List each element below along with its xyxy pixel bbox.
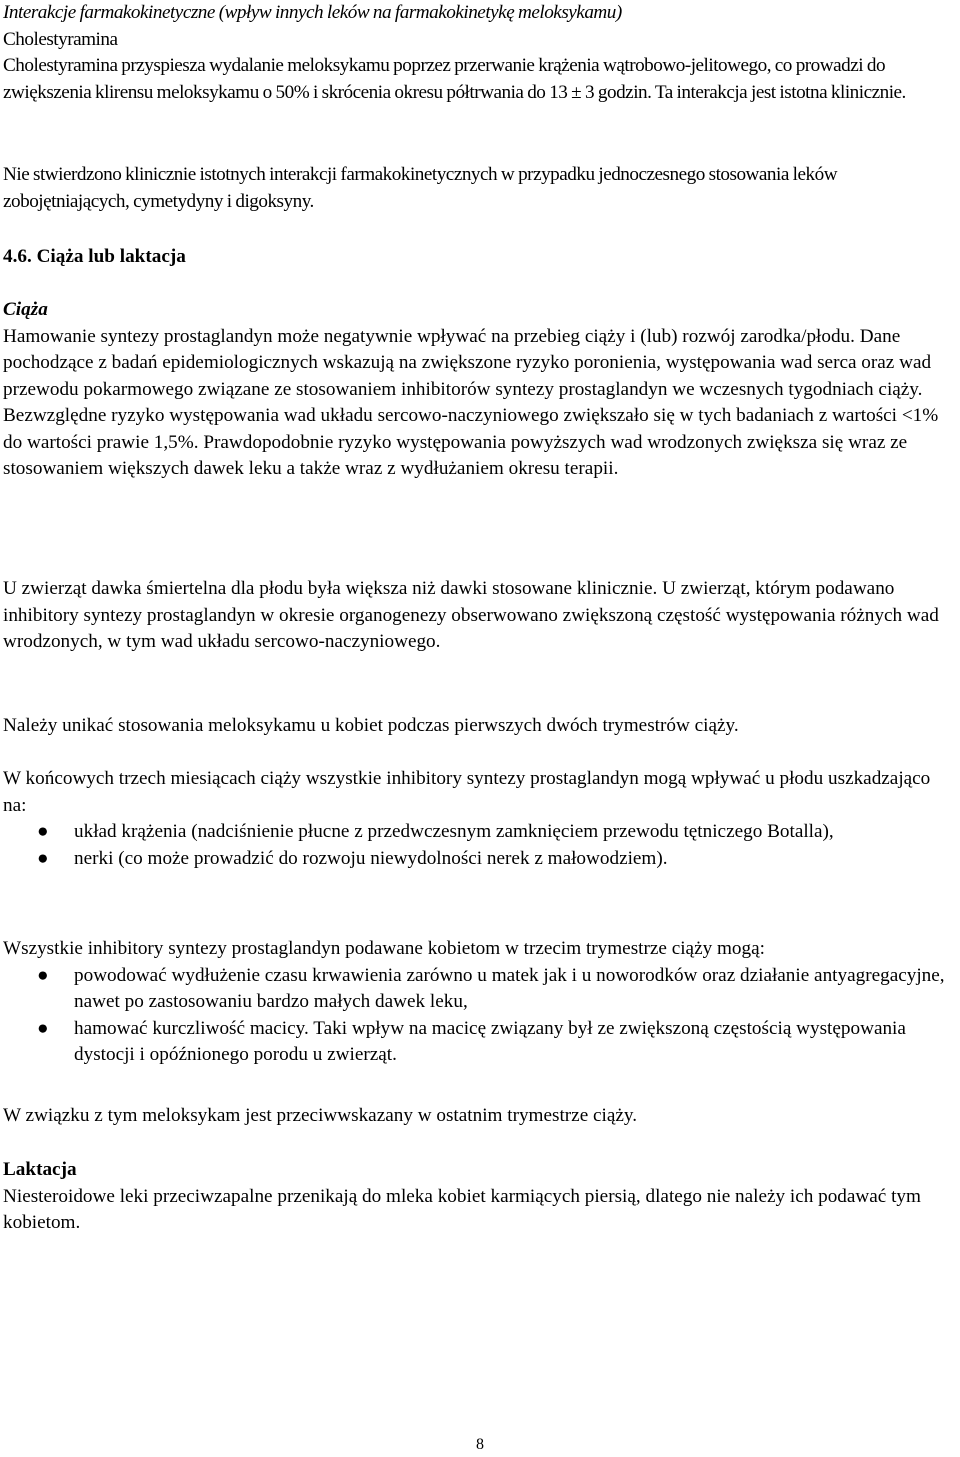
interactions-section: [3, 0, 958, 106]
paragraph-avoid-use: Należy unikać stosowania meloksykamu u kobiet podczas pierwszych dwóch trymestrów ciąży.: [3, 715, 739, 736]
bullet-icon: ●: [37, 1017, 49, 1039]
bullet-icon: ●: [37, 964, 49, 986]
paragraph-cholestyramine: Cholestyramina przyspiesza wydalanie meloksykamu poprzez przerwanie krążenia wątrobowo-jelitowego, co prowadzi do zwiększenia klirensu meloksykamu o 50% i skrócenia okresu półtrwania do 13 ± 3 godzin. Ta interakcja jest istotna klinicznie.: [3, 55, 906, 103]
section-heading-pregnancy-lactation: 4.6. Ciąża lub laktacja: [3, 246, 186, 267]
subheading-cholestyramine: Cholestyramina: [3, 28, 118, 50]
paragraph-no-interactions: [3, 162, 958, 215]
paragraph-fetal-effects: W końcowych trzech miesiącach ciąży wszystkie inhibitory syntezy prostaglandyn mogą wpływać u płodu uszkadzająco na:: [3, 768, 931, 816]
bullet-icon: ●: [37, 847, 49, 869]
third-trimester-mother-section: [3, 936, 958, 1069]
paragraph-maternal-effects: Wszystkie inhibitory syntezy prostaglandyn podawane kobietom w trzecim trymestrze ciąży mogą:: [3, 938, 765, 959]
list-item: ● nerki (co może prowadzić do rozwoju niewydolności nerek z małowodziem).: [3, 846, 958, 873]
paragraph-text: Nie stwierdzono klinicznie istotnych interakcji farmakokinetycznych w przypadku jednoczesnego stosowania leków zobojętniających, cymetydyny i digoksyny.: [3, 164, 838, 212]
list-item: ● powodować wydłużenie czasu krwawienia zarówno u matek jak i u noworodków oraz działanie antyagregacyjne, nawet po zastosowaniu bardzo małych dawek leku,: [37, 964, 945, 1012]
paragraph-animal-studies: U zwierząt dawka śmiertelna dla płodu była większa niż dawki stosowane klinicznie. U zwierząt, którym podawano inhibitory syntezy prostaglandyn w okresie organogenezy obserwowano zwiększoną częstość występowania różnych wad wrodzonych, w tym wad układu sercowo-naczyniowego.: [3, 578, 939, 652]
fetal-effects-list: [3, 819, 958, 872]
subheading-lactation: Laktacja: [3, 1159, 77, 1180]
lactation-section: [3, 1157, 958, 1237]
page-number: 8: [476, 1436, 484, 1453]
section-heading-pk-interactions: Interakcje farmakokinetyczne (wpływ innych leków na farmakokinetykę meloksykamu): [3, 2, 622, 23]
list-item: ● układ krążenia (nadciśnienie płucne z przedwczesnym zamknięciem przewodu tętniczego Botalla),: [3, 819, 958, 846]
maternal-effects-list: [3, 963, 958, 1069]
list-item: ● hamować kurczliwość macicy. Taki wpływ na macicę związany był ze zwiększoną częstością występowania dystocji i opóźnionego porodu u zwierząt.: [37, 1017, 906, 1065]
subheading-pregnancy: Ciąża: [3, 299, 48, 320]
paragraph-contraindication: W związku z tym meloksykam jest przeciwwskazany w ostatnim trymestrze ciąży.: [3, 1105, 638, 1126]
third-trimester-fetus-section: [3, 766, 958, 872]
pregnancy-section: [3, 297, 958, 483]
paragraph-lactation: Niesteroidowe leki przeciwzapalne przenikają do mleka kobiet karmiących piersią, dlatego nie należy ich podawać tym kobietom.: [3, 1185, 921, 1233]
bullet-icon: ●: [37, 821, 49, 842]
paragraph-prostaglandin-inhibition: Hamowanie syntezy prostaglandyn może negatywnie wpływać na przebieg ciąży i (lub) rozwój zarodka/płodu. Dane pochodzące z badań epidemiologicznych wskazują na zwiększone ryzyko poronienia, występowania wad serca oraz wad przewodu pokarmowego związane ze stosowaniem inhibitorów syntezy prostaglandyn we wczesnych tygodniach ciąży. Bezwzględne ryzyko występowania wad układu sercowo-naczyniowego zwiększało się w tych badaniach z wartości <1% do wartości prawie 1,5%. Prawdopodobnie ryzyko występowania powyższych wad wrodzonych zwiększa się wraz ze stosowaniem większych dawek leku a także wraz z wydłużaniem okresu terapii.: [3, 325, 939, 479]
